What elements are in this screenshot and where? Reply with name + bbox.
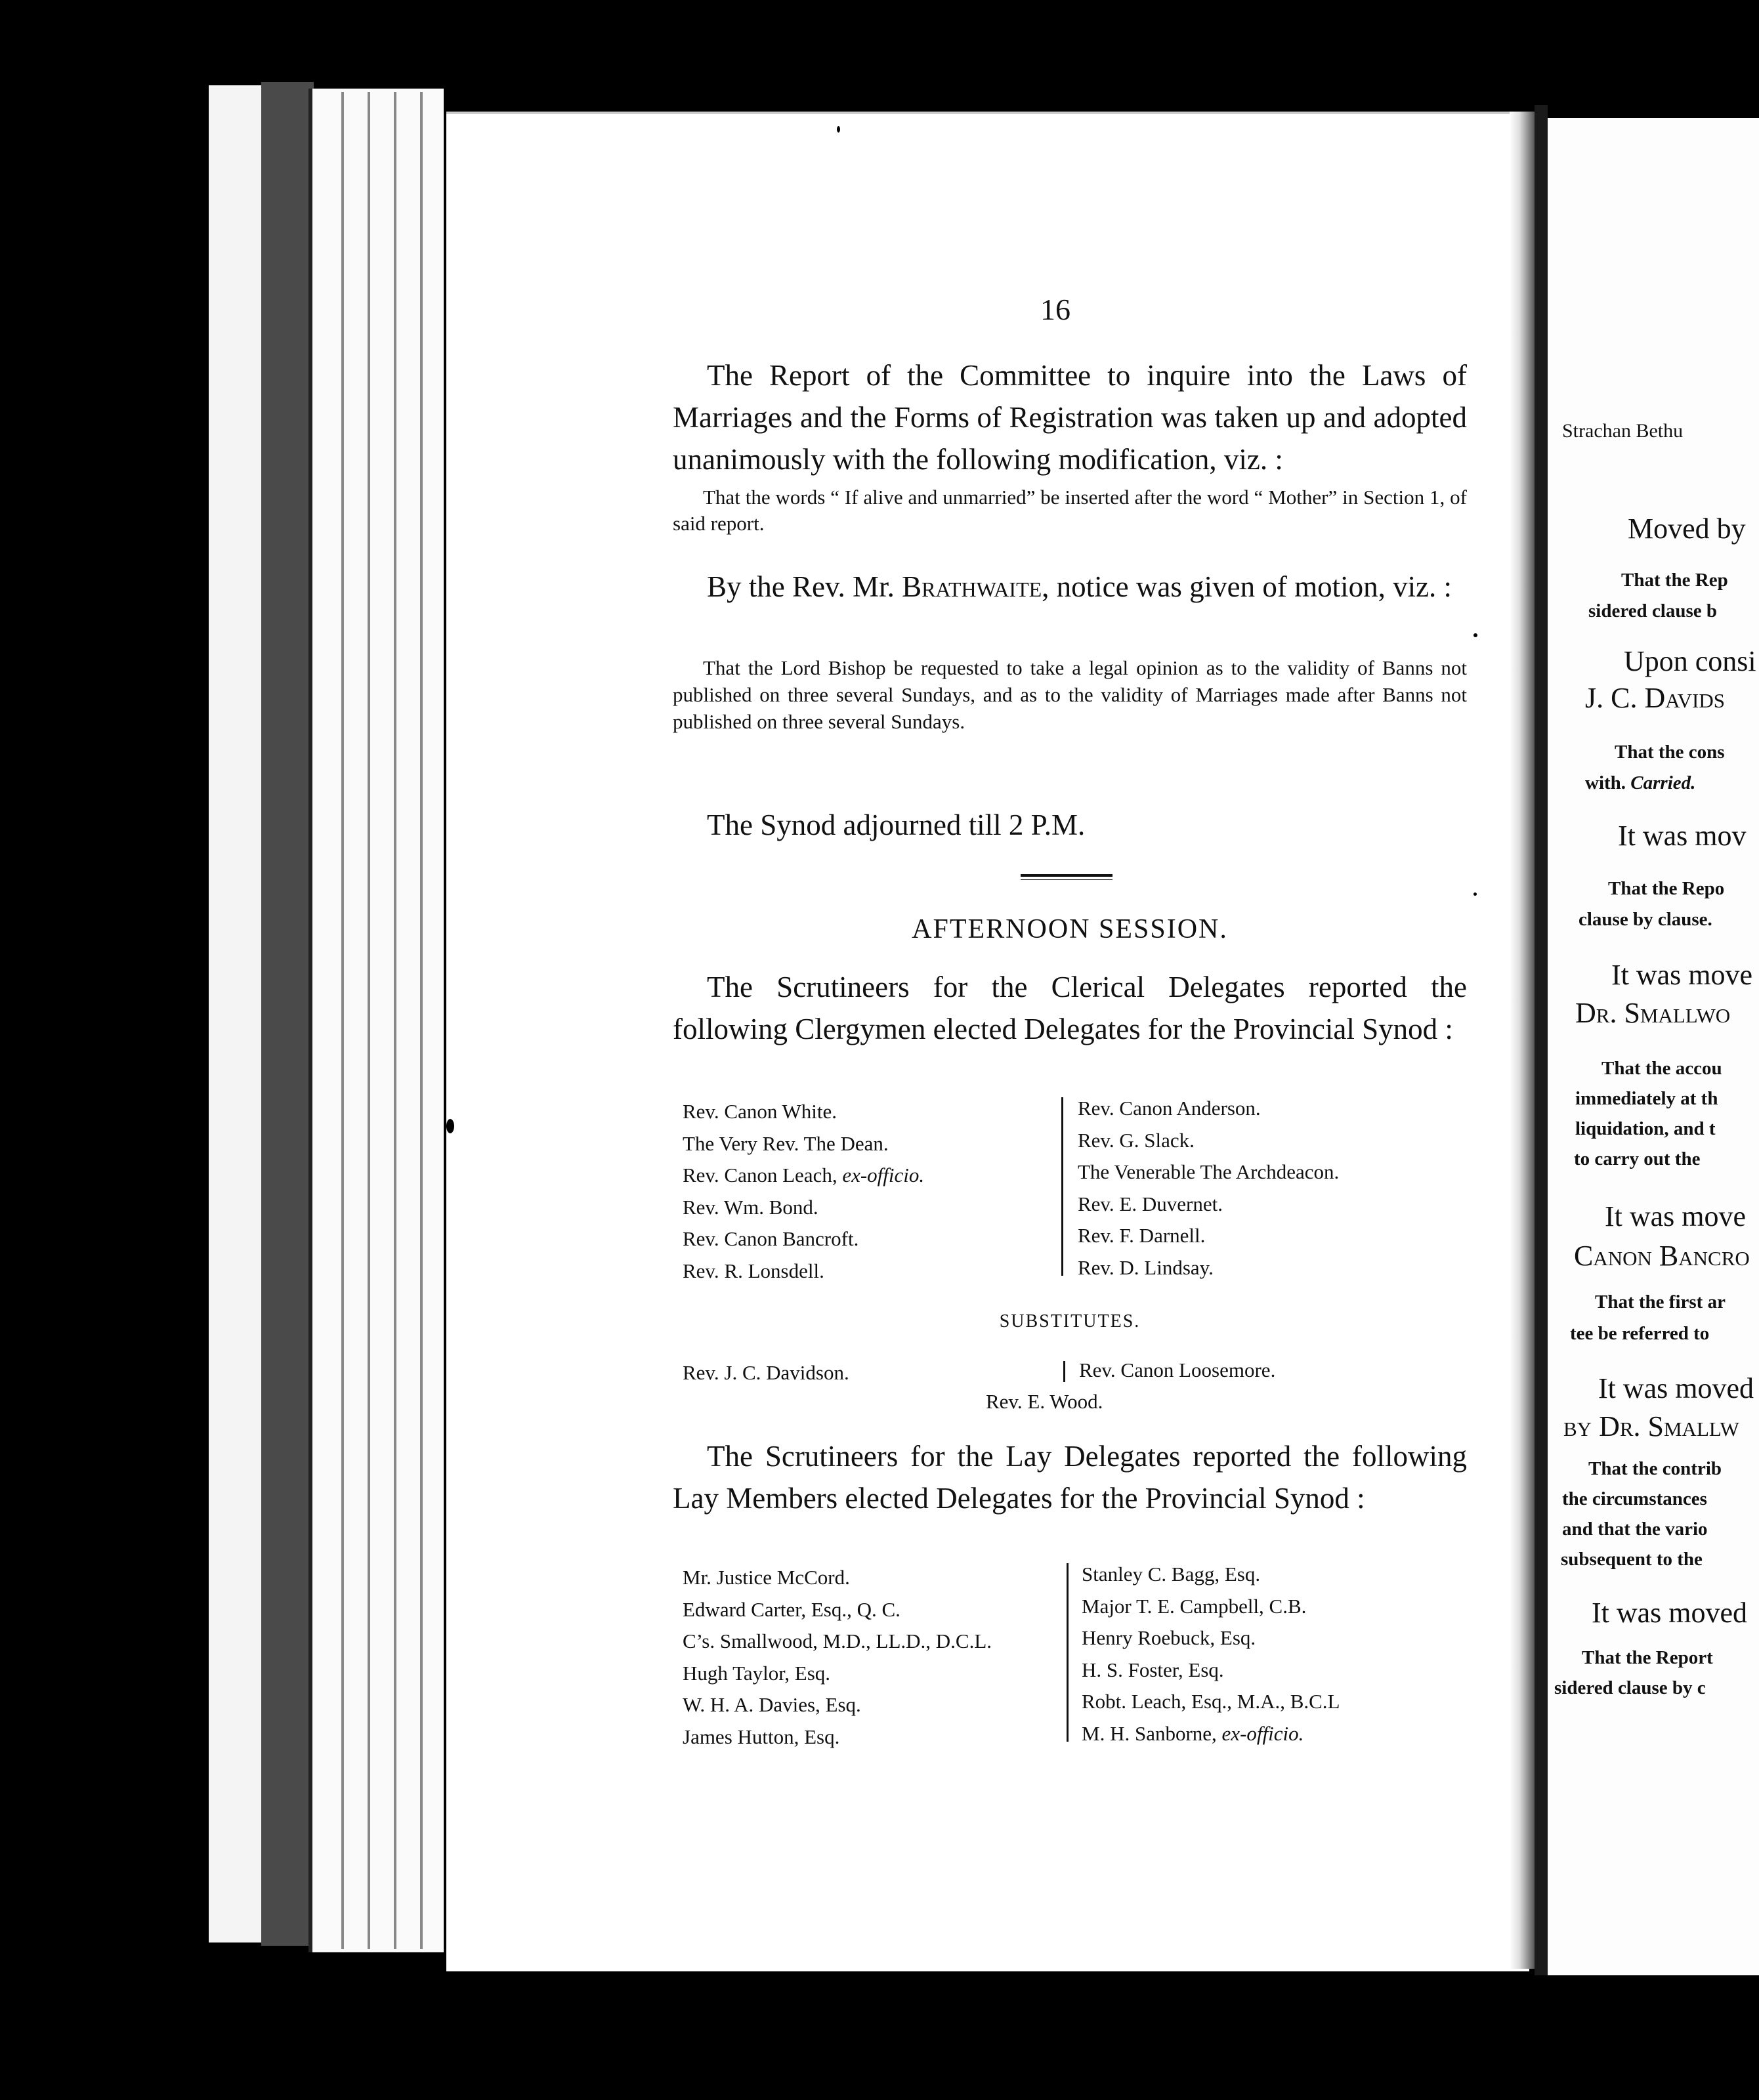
- clerical-delegate: Rev. F. Darnell.: [1078, 1224, 1206, 1247]
- clerical-delegate: Rev. Canon White.: [683, 1100, 837, 1123]
- lay-delegate: Henry Roebuck, Esq.: [1082, 1626, 1256, 1649]
- lay-delegate: Mr. Justice McCord.: [683, 1566, 850, 1589]
- paragraph-lay-scrutineers: The Scrutineers for the Lay Delegates reported the following Lay Members elected Delegates for the Provincial Synod :: [673, 1440, 1467, 1515]
- page-gutter: [1510, 112, 1535, 1969]
- lay-list-right: [1082, 1559, 1340, 1750]
- clerical-list-left: [683, 1096, 924, 1287]
- right-page-text: That the Rep: [1621, 570, 1728, 591]
- leaf-line: [420, 92, 423, 1949]
- leaf-line: [341, 92, 344, 1949]
- right-page-text: It was move: [1611, 959, 1753, 991]
- right-page-text: Moved by: [1628, 513, 1746, 545]
- ex-officio-label: ex-officio.: [1221, 1721, 1304, 1745]
- scan-speck: [185, 686, 196, 699]
- clerical-delegate: Rev. G. Slack.: [1078, 1128, 1195, 1152]
- right-page-text: Canon Bancro: [1574, 1240, 1750, 1272]
- right-page-text: Upon consi: [1624, 645, 1756, 677]
- ex-officio-label: ex-officio.: [842, 1164, 925, 1186]
- scan-speck: [1473, 633, 1477, 637]
- section-rule: [1021, 874, 1113, 877]
- page-number: 16: [1040, 293, 1070, 326]
- right-page-text: sidered clause by c: [1554, 1677, 1706, 1698]
- heading-afternoon-session: AFTERNOON SESSION.: [912, 914, 1228, 944]
- scan-speck: [1473, 892, 1477, 896]
- paragraph-brathwaite-motion: [673, 566, 1467, 608]
- motion-prefix: By the Rev. Mr.: [707, 570, 902, 603]
- paragraph-adjourned: The Synod adjourned till 2 P.M.: [707, 808, 1086, 841]
- right-page-text: That the Report: [1582, 1647, 1713, 1668]
- right-page-text: It was mov: [1618, 820, 1747, 852]
- clerical-list-right: [1078, 1093, 1339, 1284]
- right-page-text: That the accou: [1601, 1058, 1722, 1079]
- lay-delegate: James Hutton, Esq.: [683, 1725, 840, 1748]
- lay-delegate: C’s. Smallwood, M.D., LL.D., D.C.L.: [683, 1629, 992, 1652]
- page-leaves: [308, 89, 444, 1952]
- binding-shadow: [1535, 105, 1548, 1975]
- book-cover-edge: [261, 82, 314, 1946]
- lay-delegate: H. S. Foster, Esq.: [1082, 1658, 1224, 1681]
- lay-delegate: Stanley C. Bagg, Esq.: [1082, 1563, 1261, 1586]
- motion-name: Brathwaite: [902, 570, 1042, 603]
- heading-substitutes: SUBSTITUTES.: [999, 1311, 1141, 1332]
- right-page-text: That the Repo: [1608, 878, 1725, 899]
- right-page-text: the circumstances: [1562, 1488, 1707, 1509]
- right-page-text: clause by clause.: [1579, 909, 1712, 930]
- clerical-delegate: Rev. R. Lonsdell.: [683, 1259, 824, 1282]
- scan-speck: [446, 1119, 454, 1133]
- right-page-text: subsequent to the: [1561, 1549, 1703, 1570]
- right-page-text: That the first ar: [1595, 1292, 1726, 1312]
- lay-delegate: W. H. A. Davies, Esq.: [683, 1693, 861, 1716]
- substitute-left: Rev. J. C. Davidson.: [683, 1361, 849, 1384]
- right-page-text: immediately at th: [1575, 1088, 1718, 1109]
- right-page-text: by Dr. Smallw: [1563, 1410, 1739, 1442]
- right-page-text: sidered clause b: [1588, 600, 1718, 621]
- right-page-text: tee be referred to: [1570, 1323, 1710, 1344]
- note-modification: That the words “ If alive and unmarried” be inserted after the word “ Mother” in Section 1, of said report.: [673, 486, 1467, 535]
- clerical-delegate: Rev. Canon Bancroft.: [683, 1227, 859, 1250]
- column-divider: [1063, 1361, 1065, 1382]
- right-page-text: That the contrib: [1588, 1458, 1722, 1479]
- clerical-delegate: Rev. Wm. Bond.: [683, 1195, 818, 1219]
- right-page-text: Strachan Bethu: [1562, 420, 1684, 442]
- substitute-right: Rev. Canon Loosemore.: [1079, 1358, 1276, 1381]
- column-divider: [1067, 1563, 1069, 1742]
- lay-delegate: Edward Carter, Esq., Q. C.: [683, 1597, 901, 1621]
- lay-delegate: M. H. Sanborne, ex-officio.: [1082, 1721, 1304, 1745]
- right-page-text: J. C. Davids: [1585, 682, 1725, 714]
- paragraph-clerical-scrutineers: The Scrutineers for the Clerical Delegates reported the following Clergymen elected Delegates for the Provincial Synod :: [673, 971, 1467, 1045]
- leaf-line: [394, 92, 396, 1949]
- leaf-line: [368, 92, 370, 1949]
- motion-suffix: , notice was given of motion, viz. :: [1042, 570, 1452, 603]
- note-banns-opinion: That the Lord Bishop be requested to take a legal opinion as to the validity of Banns not published on three several Sundays, and as to the validity of Marriages made after Banns not published on three several Sundays.: [673, 656, 1467, 733]
- right-page-text: liquidation, and t: [1575, 1118, 1716, 1139]
- clerical-delegate: The Very Rev. The Dean.: [683, 1131, 889, 1155]
- lay-list-left: [683, 1562, 992, 1753]
- clerical-delegate: Rev. Canon Leach, ex-officio.: [683, 1164, 925, 1186]
- right-page-text: with. Carried.: [1585, 772, 1696, 793]
- right-page-text: It was moved: [1592, 1597, 1748, 1629]
- right-page-text: It was moved: [1598, 1372, 1754, 1404]
- clerical-delegate: Rev. Canon Anderson.: [1078, 1097, 1261, 1120]
- right-page-text: to carry out the: [1574, 1148, 1701, 1169]
- substitute-center: Rev. E. Wood.: [986, 1390, 1103, 1413]
- clerical-delegate: The Venerable The Archdeacon.: [1078, 1160, 1340, 1183]
- column-divider: [1061, 1097, 1063, 1276]
- scan-speck: [1692, 33, 1705, 52]
- lay-delegate: Robt. Leach, Esq., M.A., B.C.L: [1082, 1690, 1340, 1713]
- lay-delegate: Major T. E. Campbell, C.B.: [1082, 1594, 1307, 1618]
- right-page-text: It was move: [1605, 1200, 1747, 1232]
- right-page-text: Dr. Smallwo: [1575, 997, 1731, 1029]
- clerical-delegate: Rev. D. Lindsay.: [1078, 1255, 1214, 1279]
- clerical-delegate: Rev. E. Duvernet.: [1078, 1192, 1223, 1215]
- right-page-text: and that the vario: [1562, 1519, 1708, 1540]
- lay-delegate: Hugh Taylor, Esq.: [683, 1661, 831, 1685]
- scan-speck: [837, 126, 840, 133]
- right-page-text: That the cons: [1615, 742, 1725, 763]
- paragraph-marriage-report: The Report of the Committee to inquire into the Laws of Marriages and the Forms of Registration was taken up and adopted unanimously with the following modification, viz. :: [673, 359, 1467, 476]
